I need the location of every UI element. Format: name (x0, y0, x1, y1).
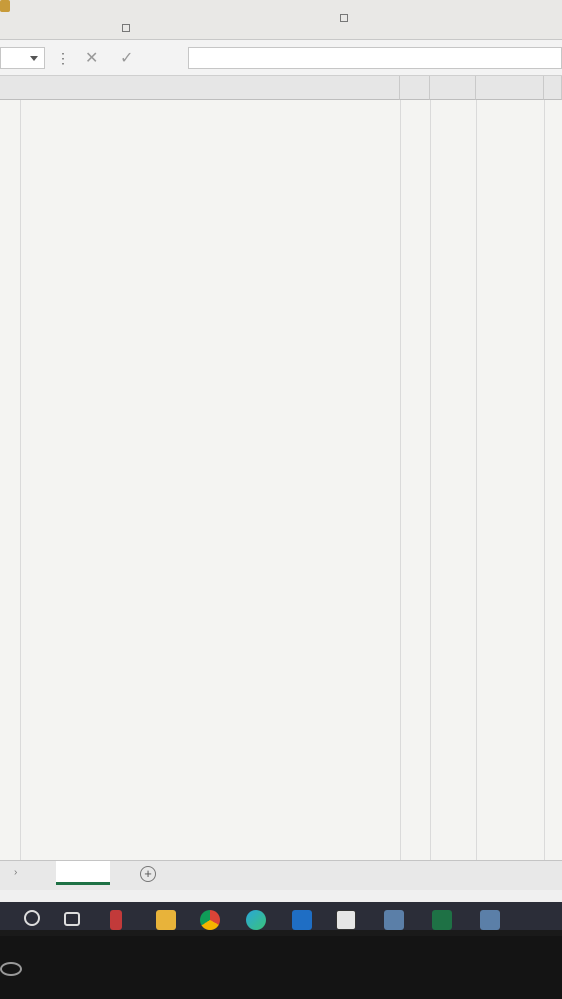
chrome-icon[interactable] (200, 910, 220, 930)
search-icon[interactable] (24, 910, 40, 926)
more-options-icon[interactable]: ⋮ (56, 50, 70, 66)
select-all-corner[interactable] (0, 76, 20, 100)
pin-app-icon[interactable] (110, 910, 122, 930)
check-icon[interactable]: ✓ (120, 50, 134, 67)
monitor-bezel (0, 936, 562, 999)
column-header-f[interactable] (544, 76, 562, 100)
column-header-d[interactable] (430, 76, 476, 100)
column-header-e[interactable] (476, 76, 544, 100)
chevron-down-icon[interactable] (30, 56, 38, 61)
app-icon-2[interactable] (480, 910, 500, 930)
task-view-icon[interactable] (64, 912, 80, 926)
ribbon (0, 0, 562, 40)
cancel-icon[interactable]: ✕ (85, 50, 99, 67)
outlook-icon[interactable] (292, 910, 312, 930)
formula-bar (0, 40, 562, 76)
scroll-tabs-icon[interactable]: › (14, 867, 18, 878)
edge-icon[interactable] (246, 910, 266, 930)
eye-icon (0, 962, 22, 976)
app-icon[interactable] (384, 910, 404, 930)
spreadsheet-grid[interactable] (0, 100, 562, 860)
taskbar (0, 902, 562, 930)
column-header-c[interactable] (400, 76, 430, 100)
name-box[interactable] (0, 47, 45, 69)
os-app-icon[interactable] (336, 910, 356, 930)
excel-icon[interactable] (432, 910, 452, 930)
status-bar (0, 890, 562, 902)
clipboard-launcher-icon[interactable] (122, 24, 130, 32)
file-explorer-icon[interactable] (156, 910, 176, 930)
font-launcher-icon[interactable] (340, 14, 348, 22)
data-table (32, 184, 527, 189)
column-header-b[interactable] (20, 76, 400, 100)
sheet-tab-list1[interactable] (56, 861, 110, 885)
add-sheet-icon[interactable]: + (140, 866, 156, 882)
formula-input[interactable] (188, 47, 562, 69)
sheet-tabs-bar (0, 860, 562, 890)
format-painter-icon[interactable] (0, 0, 10, 12)
